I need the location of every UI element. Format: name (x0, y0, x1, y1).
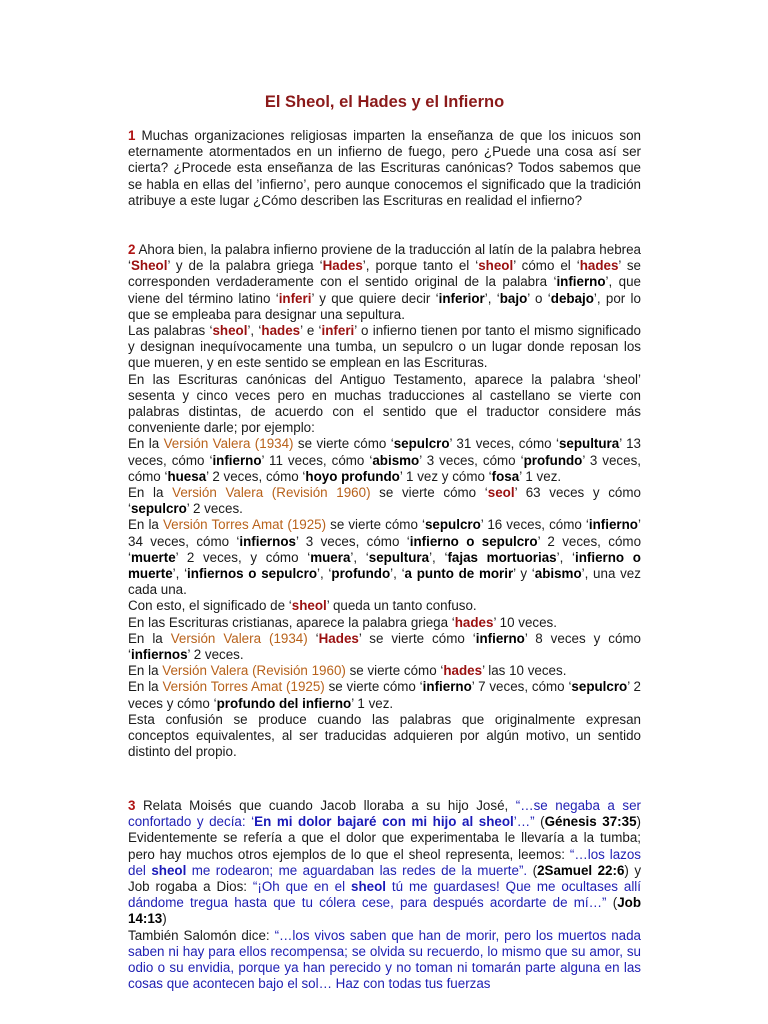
paragraph-2-line-3: En las Escrituras canónicas del Antiguo Testamento, aparece la palabra ‘sheol’ sesenta y cinco veces pero en muchas traducciones al castellano se vierte con palabras distintas, de acuerdo con el sentido que el traductor considere más conveniente darle; por ejemplo: (128, 371, 641, 436)
version-name: Versión Valera (Revisión 1960) (162, 663, 346, 679)
version-name: Versión Torres Amat (1925) (162, 679, 325, 695)
version-name: Versión Valera (1934) (170, 630, 308, 646)
version-name: Versión Valera (Revisión 1960) (172, 485, 371, 501)
quote: “…los lazos del (128, 846, 641, 878)
term-sheol: sheol (478, 258, 514, 274)
term-infierno: infierno (556, 274, 606, 290)
version-valera-1960-sheol: En la Versión Valera (Revisión 1960) se vierte cómo ‘seol’ 63 veces y cómo ‘sepulcro’ 2 veces. (128, 485, 641, 517)
term-hades: hades (261, 323, 301, 339)
quote: “…los vivos saben que han de morir, pero los muertos nada saben ni hay para ellos recompensa; se olvida su recuerdo, lo mismo que su amor, su odio o su envidia, porque ya han perecido y no toman ni tomarán parte alguna en las cosas que acontecen bajo el sol… Haz con todas tus fuerzas (128, 927, 641, 992)
version-valera-1960-hades: En la Versión Valera (Revisión 1960) se vierte cómo ‘hades’ las 10 veces. (128, 663, 567, 679)
paragraph-number: 3 (128, 798, 136, 813)
quote: “¡Oh que en el (252, 879, 351, 895)
term-sheol: Sheol (130, 258, 168, 274)
paragraph-3 (128, 798, 641, 992)
quote: “…se negaba a ser confortado y decía: ‘ (128, 798, 641, 830)
term-hades: hades (579, 258, 619, 274)
term-sheol: sheol (212, 323, 248, 339)
term-inferi: inferi (278, 290, 312, 306)
version-valera-1934-hades: En la Versión Valera (1934) ‘Hades’ se vierte cómo ‘infierno’ 8 veces y cómo ‘infiernos’ 2 veces. (128, 630, 641, 663)
scripture-reference: Génesis 37:35 (544, 814, 637, 830)
hades-intro: En las Escrituras cristianas, aparece la palabra griega ‘hades’ 10 veces. (128, 614, 557, 630)
version-valera-1934-sheol: En la Versión Valera (1934) se vierte cómo ‘sepulcro’ 31 veces, cómo ‘sepultura’ 13 veces, cómo ‘infierno’ 11 veces, cómo ‘abismo’ 3 veces, cómo ‘profundo’ 3 veces, cómo ‘huesa’ 2 veces, cómo ‘hoyo profundo’ 1 vez y cómo ‘fosa’ 1 vez. (128, 436, 641, 484)
paragraph-2-end: Esta confusión se produce cuando las palabras que originalmente expresan conceptos equivalentes, al ser traducidas adquieren por algún motivo, un sentido distinto del propio. (128, 711, 641, 760)
version-torres-amat-sheol: En la Versión Torres Amat (1925) se vierte cómo ‘sepulcro’ 16 veces, cómo ‘infierno’ 34 veces, cómo ‘infiernos’ 3 veces, cómo ‘infierno o sepulcro’ 2 veces, cómo ‘muerte’ 2 veces, y cómo ‘muera’, ‘sepultura’, ‘fajas mortuorias’, ‘infierno o muerte’, ‘infiernos o sepulcro’, ‘profundo’, ‘a punto de morir’ y ‘abismo’, una vez cada una. (128, 517, 642, 598)
version-name: Versión Valera (1934) (163, 436, 294, 452)
document-title: El Sheol, el Hades y el Infierno (264, 93, 505, 111)
paragraph-number: 1 (128, 128, 136, 143)
paragraph-number: 2 (128, 242, 136, 257)
paragraph-body: Muchas organizaciones religiosas imparten la enseñanza de que los inicuos son eternamente atormentados en un infierno de fuego, pero ¿Puede una cosa así ser cierta? ¿Procede esta enseñanza de las Escrituras canónicas? Todos sabemos que se habla en ellas del ’infierno’, pero aunque conocemos el significado que la tradición atribuye a este lugar ¿Cómo describen las Escrituras en realidad el infierno? (128, 128, 641, 208)
paragraph-3-salomon: También Salomón dice: “…los vivos saben que han de morir, pero los muertos nada saben ni hay para ellos recompensa; se olvida su recuerdo, lo mismo que su amor, su odio o su envidia, porque ya han perecido y no toman ni tomarán parte alguna en las cosas que acontecen bajo el sol… Haz con todas tus fuerzas (128, 927, 641, 992)
paragraph-2-line-2: Las palabras ‘sheol’, ‘hades’ e ‘inferi’ o infierno tienen por tanto el mismo significado y designan inequívocamente una tumba, un sepulcro o un lugar donde reposan los que mueren, y en este sentido se emplean en las Escrituras. (128, 323, 641, 371)
paragraph-1-text (128, 128, 641, 209)
paragraph-2-intro: 2 Ahora bien, la palabra infierno proviene de la traducción al latín de la palabra hebrea ‘Sheol’ y de la palabra griega ‘Hades’, porque tanto el ‘sheol’ cómo el ‘hades’ se corresponden verdaderamente con el sentido original de la palabra ‘infierno’, que viene del término latino ‘inferi’ y que quiere decir ‘inferior’, ‘bajo’ o ‘debajo’, por lo que se empleaba para designar una sepultura. (128, 242, 642, 322)
term-debajo: debajo (550, 290, 594, 306)
term-inferior: inferior (438, 290, 485, 306)
term-hades: Hades (322, 258, 363, 274)
paragraph-1 (128, 128, 641, 209)
term-inferi: inferi (321, 323, 355, 339)
quote-emphasis: En mi dolor bajaré con mi hijo al sheol (254, 814, 514, 830)
scripture-reference: Job 14:13 (128, 895, 641, 927)
paragraph-3-text: 3 Relata Moisés que cuando Jacob lloraba a su hijo José, “…se negaba a ser confortado y decía: ‘En mi dolor bajaré con mi hijo al sheol’…” (Génesis 37:35) Evidentemente se refería a que el dolor que experimentaba le llevaría a la tumba; pero hay muchos otros ejemplos de lo que el sheol representa, leemos: “…los lazos del sheol me rodearon; me aguardaban las redes de la muerte”. (2Samuel 22:6) y Job rogaba a Dios: “¡Oh que en el sheol tú me guardases! Que me ocultases allí dándome tregua hasta que tu cólera cese, para después acordarte de mí…” (Job 14:13) (128, 798, 642, 927)
version-name: Versión Torres Amat (1925) (162, 517, 327, 533)
document-page (128, 0, 641, 1024)
sheol-conclusion: Con esto, el significado de ‘sheol’ queda un tanto confuso. (128, 598, 477, 614)
paragraph-2 (128, 242, 641, 761)
scripture-reference: 2Samuel 22:6 (537, 862, 625, 878)
term-bajo: bajo (499, 290, 528, 306)
version-torres-amat-hades: En la Versión Torres Amat (1925) se vierte cómo ‘infierno’ 7 veces, cómo ‘sepulcro’ 2 veces y cómo ‘profundo del infierno’ 1 vez. (128, 679, 641, 711)
